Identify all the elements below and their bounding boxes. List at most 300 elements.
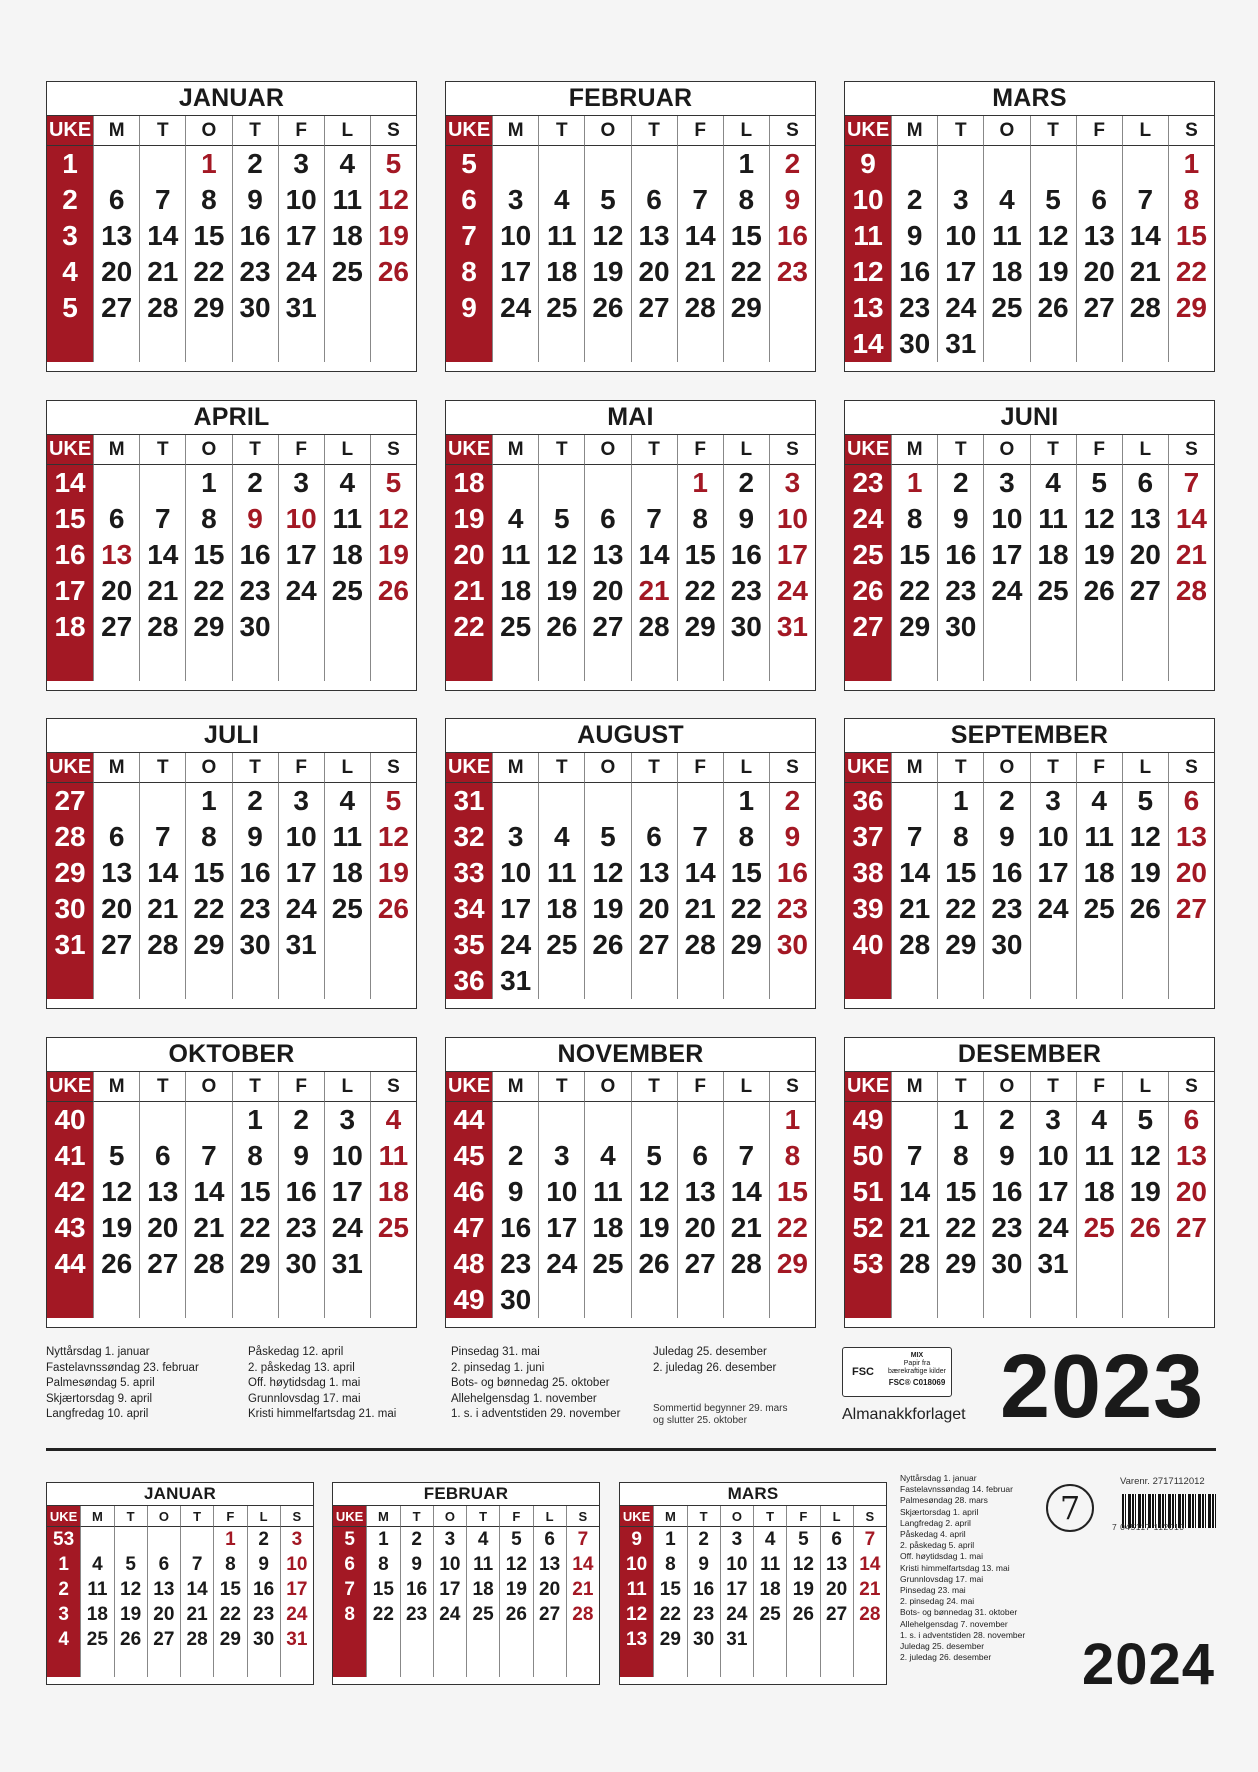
week-number <box>845 1282 891 1318</box>
day-cell: 3 <box>278 783 324 819</box>
fsc-logo: FSC MIX Papir fra bærekraftige kilder FSC® C018069 <box>842 1347 952 1397</box>
day-cell: 14 <box>723 1174 769 1210</box>
day-cell: 26 <box>370 891 416 927</box>
day-cell: 28 <box>853 1602 886 1627</box>
day-cell: 23 <box>723 573 769 609</box>
day-cell <box>366 1627 399 1652</box>
day-cell <box>723 645 769 681</box>
weekday-header: O <box>983 1072 1029 1102</box>
day-cell: 14 <box>1168 501 1214 537</box>
weekday-header: M <box>492 753 538 783</box>
day-cell <box>584 963 630 999</box>
day-cell <box>324 1282 370 1318</box>
day-cell: 13 <box>93 218 139 254</box>
weekday-header: O <box>185 116 231 146</box>
day-cell: 26 <box>370 254 416 290</box>
day-cell: 14 <box>180 1577 213 1602</box>
day-cell: 4 <box>324 465 370 501</box>
week-number: 1 <box>47 146 93 182</box>
day-cell: 27 <box>584 609 630 645</box>
day-cell <box>370 1282 416 1318</box>
day-cell: 29 <box>769 1246 815 1282</box>
day-cell: 23 <box>278 1210 324 1246</box>
day-cell: 21 <box>139 254 185 290</box>
day-cell: 25 <box>370 1210 416 1246</box>
day-cell <box>93 146 139 182</box>
weekday-header: T <box>1030 435 1076 465</box>
day-cell <box>232 645 278 681</box>
week-number: 23 <box>845 465 891 501</box>
week-number: 43 <box>47 1210 93 1246</box>
week-number: 24 <box>845 501 891 537</box>
day-cell: 1 <box>185 465 231 501</box>
day-cell <box>687 1652 720 1677</box>
day-cell: 18 <box>983 254 1029 290</box>
weekday-header: S <box>370 116 416 146</box>
day-cell: 7 <box>139 182 185 218</box>
day-cell: 21 <box>1168 537 1214 573</box>
day-cell: 12 <box>1122 819 1168 855</box>
day-cell: 10 <box>720 1552 753 1577</box>
day-cell: 12 <box>114 1577 147 1602</box>
day-cell: 15 <box>213 1577 246 1602</box>
day-cell: 27 <box>533 1602 566 1627</box>
day-cell: 5 <box>631 1138 677 1174</box>
day-cell: 3 <box>769 465 815 501</box>
week-number: 13 <box>620 1627 653 1652</box>
day-cell: 29 <box>677 609 723 645</box>
holiday-item: Pinsedag 23. mai <box>900 1585 966 1596</box>
holiday-item: Palmesøndag 28. mars <box>900 1495 988 1506</box>
day-cell: 22 <box>937 891 983 927</box>
day-cell: 16 <box>687 1577 720 1602</box>
day-cell: 15 <box>1168 218 1214 254</box>
day-cell <box>247 1652 280 1677</box>
day-cell: 3 <box>937 182 983 218</box>
day-cell <box>93 645 139 681</box>
day-cell <box>891 1282 937 1318</box>
weekday-header: S <box>1168 1072 1214 1102</box>
holiday-item: Langfredag 2. april <box>900 1517 971 1528</box>
day-cell: 19 <box>538 573 584 609</box>
week-number: 2 <box>47 182 93 218</box>
day-cell: 3 <box>983 465 1029 501</box>
day-cell <box>370 927 416 963</box>
weekday-header: M <box>93 116 139 146</box>
day-cell: 11 <box>370 1138 416 1174</box>
day-cell: 9 <box>232 182 278 218</box>
day-cell: 29 <box>185 927 231 963</box>
day-cell <box>983 609 1029 645</box>
day-cell: 19 <box>1122 1174 1168 1210</box>
day-cell: 31 <box>324 1246 370 1282</box>
weekday-header: O <box>584 116 630 146</box>
day-cell: 18 <box>538 254 584 290</box>
day-cell: 30 <box>247 1627 280 1652</box>
weekday-header: L <box>723 116 769 146</box>
day-cell: 3 <box>324 1102 370 1138</box>
day-cell <box>1122 1282 1168 1318</box>
day-cell: 1 <box>366 1527 399 1552</box>
day-cell: 8 <box>1168 182 1214 218</box>
day-cell: 24 <box>278 891 324 927</box>
day-cell: 13 <box>1076 218 1122 254</box>
day-cell: 23 <box>769 891 815 927</box>
day-cell: 12 <box>93 1174 139 1210</box>
day-cell: 17 <box>769 537 815 573</box>
weekday-header: T <box>180 1506 213 1527</box>
day-cell: 24 <box>937 290 983 326</box>
day-cell: 29 <box>1168 290 1214 326</box>
day-cell <box>324 609 370 645</box>
day-cell: 20 <box>1122 537 1168 573</box>
day-cell: 31 <box>492 963 538 999</box>
weekday-header: O <box>983 116 1029 146</box>
day-cell: 11 <box>1076 819 1122 855</box>
weekday-header: S <box>370 753 416 783</box>
day-cell: 15 <box>677 537 723 573</box>
day-cell <box>631 645 677 681</box>
day-cell: 27 <box>631 927 677 963</box>
week-number: 14 <box>845 326 891 362</box>
day-cell <box>538 783 584 819</box>
day-cell: 5 <box>1122 783 1168 819</box>
day-cell: 25 <box>324 573 370 609</box>
week-number: 10 <box>845 182 891 218</box>
week-number <box>333 1652 366 1677</box>
week-number <box>620 1652 653 1677</box>
weekday-header: L <box>533 1506 566 1527</box>
week-number: 3 <box>47 218 93 254</box>
day-cell: 28 <box>891 1246 937 1282</box>
day-cell: 14 <box>631 537 677 573</box>
day-cell <box>769 1282 815 1318</box>
day-cell: 20 <box>584 573 630 609</box>
day-cell: 11 <box>80 1577 113 1602</box>
weekday-header: F <box>499 1506 532 1527</box>
week-number: 21 <box>446 573 492 609</box>
day-cell: 28 <box>566 1602 599 1627</box>
day-cell: 25 <box>80 1627 113 1652</box>
year-main: 2023 <box>1000 1337 1205 1437</box>
day-cell <box>983 645 1029 681</box>
week-number: 28 <box>47 819 93 855</box>
day-cell: 14 <box>139 855 185 891</box>
weekday-header: S <box>1168 753 1214 783</box>
day-cell: 17 <box>278 855 324 891</box>
day-cell: 27 <box>93 927 139 963</box>
week-header: UKE <box>845 116 891 146</box>
day-cell: 31 <box>1030 1246 1076 1282</box>
day-cell <box>1122 609 1168 645</box>
day-cell: 26 <box>584 290 630 326</box>
day-cell: 12 <box>1122 1138 1168 1174</box>
day-cell: 27 <box>93 609 139 645</box>
day-cell <box>1076 1246 1122 1282</box>
week-number: 44 <box>446 1102 492 1138</box>
week-number: 5 <box>446 146 492 182</box>
day-cell: 5 <box>370 465 416 501</box>
day-cell <box>937 146 983 182</box>
day-cell <box>723 326 769 362</box>
day-cell <box>139 465 185 501</box>
day-cell: 5 <box>584 182 630 218</box>
day-cell: 30 <box>492 1282 538 1318</box>
day-cell: 18 <box>324 855 370 891</box>
day-cell: 9 <box>278 1138 324 1174</box>
day-cell <box>93 465 139 501</box>
day-cell: 1 <box>653 1527 686 1552</box>
day-cell: 29 <box>723 927 769 963</box>
week-header: UKE <box>47 1506 80 1527</box>
day-cell: 31 <box>278 927 324 963</box>
day-cell <box>983 326 1029 362</box>
day-cell: 5 <box>114 1552 147 1577</box>
weekday-header: O <box>720 1506 753 1527</box>
weekday-header: L <box>324 1072 370 1102</box>
day-cell: 9 <box>400 1552 433 1577</box>
day-cell: 4 <box>80 1552 113 1577</box>
day-cell <box>1168 609 1214 645</box>
weekday-header: L <box>324 116 370 146</box>
day-cell: 20 <box>147 1602 180 1627</box>
day-cell <box>983 146 1029 182</box>
day-cell: 21 <box>139 573 185 609</box>
week-number: 35 <box>446 927 492 963</box>
day-cell: 7 <box>723 1138 769 1174</box>
day-cell: 17 <box>278 537 324 573</box>
week-header: UKE <box>446 116 492 146</box>
day-cell <box>566 1652 599 1677</box>
day-cell <box>1030 963 1076 999</box>
day-cell: 19 <box>584 891 630 927</box>
day-cell: 12 <box>370 819 416 855</box>
day-cell: 9 <box>937 501 983 537</box>
weekday-header: L <box>723 435 769 465</box>
day-cell: 1 <box>891 465 937 501</box>
day-cell: 2 <box>232 783 278 819</box>
day-cell: 11 <box>492 537 538 573</box>
day-cell <box>139 963 185 999</box>
day-cell: 28 <box>1122 290 1168 326</box>
day-cell: 25 <box>1076 891 1122 927</box>
day-cell: 5 <box>1076 465 1122 501</box>
day-cell: 26 <box>1122 891 1168 927</box>
day-cell <box>147 1652 180 1677</box>
day-cell <box>538 326 584 362</box>
week-number: 1 <box>47 1552 80 1577</box>
month-title: OKTOBER <box>47 1038 416 1072</box>
day-cell <box>93 783 139 819</box>
week-number: 14 <box>47 465 93 501</box>
day-cell: 18 <box>753 1577 786 1602</box>
day-cell: 13 <box>533 1552 566 1577</box>
weekday-header: T <box>937 116 983 146</box>
day-cell: 26 <box>1030 290 1076 326</box>
day-cell <box>139 1102 185 1138</box>
day-cell: 21 <box>723 1210 769 1246</box>
week-number: 4 <box>47 1627 80 1652</box>
day-cell <box>1168 1282 1214 1318</box>
day-cell: 2 <box>232 146 278 182</box>
holiday-item: Fastelavnssøndag 14. februar <box>900 1484 1013 1495</box>
divider <box>46 1448 1216 1451</box>
day-cell <box>1168 927 1214 963</box>
day-cell: 15 <box>769 1174 815 1210</box>
day-cell: 4 <box>753 1527 786 1552</box>
day-cell <box>891 645 937 681</box>
day-cell: 3 <box>1030 783 1076 819</box>
day-cell: 9 <box>232 819 278 855</box>
week-number: 30 <box>47 891 93 927</box>
day-cell: 1 <box>213 1527 246 1552</box>
day-cell: 31 <box>280 1627 313 1652</box>
day-cell: 28 <box>891 927 937 963</box>
day-cell <box>370 1246 416 1282</box>
day-cell: 20 <box>631 891 677 927</box>
day-cell: 25 <box>983 290 1029 326</box>
day-cell <box>538 1282 584 1318</box>
week-number: 52 <box>845 1210 891 1246</box>
month-title: AUGUST <box>446 719 815 753</box>
day-cell <box>786 1652 819 1677</box>
day-cell: 18 <box>324 218 370 254</box>
day-cell: 23 <box>983 891 1029 927</box>
day-cell: 24 <box>1030 1210 1076 1246</box>
day-cell: 8 <box>677 501 723 537</box>
product-number: Varenr. 2717112012 <box>1120 1476 1205 1487</box>
day-cell: 22 <box>232 1210 278 1246</box>
day-cell: 18 <box>370 1174 416 1210</box>
day-cell: 10 <box>492 218 538 254</box>
day-cell: 9 <box>983 819 1029 855</box>
day-cell: 28 <box>185 1246 231 1282</box>
week-number: 40 <box>845 927 891 963</box>
day-cell: 16 <box>232 855 278 891</box>
week-number: 46 <box>446 1174 492 1210</box>
day-cell: 15 <box>366 1577 399 1602</box>
day-cell: 8 <box>723 819 769 855</box>
day-cell <box>1076 927 1122 963</box>
month-calendar <box>46 718 417 1009</box>
day-cell: 30 <box>232 927 278 963</box>
weekday-header: T <box>1030 753 1076 783</box>
day-cell <box>147 1527 180 1552</box>
day-cell: 20 <box>93 254 139 290</box>
day-cell <box>769 326 815 362</box>
weekday-header: S <box>1168 435 1214 465</box>
day-cell: 24 <box>280 1602 313 1627</box>
holiday-item: Kristi himmelfartsdag 13. mai <box>900 1562 1010 1573</box>
week-header: UKE <box>446 1072 492 1102</box>
day-cell: 12 <box>538 537 584 573</box>
day-cell <box>891 146 937 182</box>
day-cell <box>677 783 723 819</box>
weekday-header: L <box>1122 1072 1168 1102</box>
weekday-header: S <box>370 1072 416 1102</box>
week-number: 13 <box>845 290 891 326</box>
day-cell: 24 <box>769 573 815 609</box>
day-cell <box>677 963 723 999</box>
day-cell: 23 <box>400 1602 433 1627</box>
month-calendar <box>445 400 816 691</box>
day-cell: 15 <box>937 1174 983 1210</box>
day-cell: 22 <box>723 891 769 927</box>
weekday-header: M <box>93 435 139 465</box>
day-cell: 10 <box>1030 1138 1076 1174</box>
day-cell: 26 <box>114 1627 147 1652</box>
day-cell: 6 <box>631 182 677 218</box>
day-cell: 22 <box>937 1210 983 1246</box>
day-cell <box>723 963 769 999</box>
day-cell: 26 <box>93 1246 139 1282</box>
weekday-header: F <box>1076 116 1122 146</box>
weekday-header: T <box>538 753 584 783</box>
day-cell <box>278 326 324 362</box>
day-cell: 4 <box>983 182 1029 218</box>
day-cell: 12 <box>631 1174 677 1210</box>
day-cell: 1 <box>677 465 723 501</box>
week-number: 15 <box>47 501 93 537</box>
day-cell: 22 <box>185 254 231 290</box>
day-cell: 21 <box>180 1602 213 1627</box>
weekday-header: O <box>185 435 231 465</box>
day-cell: 4 <box>324 783 370 819</box>
holiday-item: Nyttårsdag 1. januar <box>900 1473 977 1483</box>
day-cell: 24 <box>983 573 1029 609</box>
week-number <box>47 1282 93 1318</box>
day-cell: 15 <box>723 855 769 891</box>
day-cell: 6 <box>1168 783 1214 819</box>
day-cell <box>139 783 185 819</box>
day-cell: 21 <box>185 1210 231 1246</box>
day-cell: 30 <box>723 609 769 645</box>
day-cell: 27 <box>1122 573 1168 609</box>
weekday-header: T <box>139 1072 185 1102</box>
day-cell <box>538 645 584 681</box>
day-cell: 31 <box>937 326 983 362</box>
weekday-header: O <box>433 1506 466 1527</box>
month-title: FEBRUAR <box>333 1483 599 1506</box>
day-cell: 8 <box>185 501 231 537</box>
day-cell: 27 <box>677 1246 723 1282</box>
week-header: UKE <box>845 1072 891 1102</box>
day-cell: 16 <box>247 1577 280 1602</box>
week-number: 31 <box>47 927 93 963</box>
month-title: MAI <box>446 401 815 435</box>
day-cell <box>139 645 185 681</box>
holiday-item: 1. s. i adventstiden 28. november <box>900 1629 1026 1640</box>
week-header: UKE <box>446 435 492 465</box>
day-cell <box>677 326 723 362</box>
day-cell: 22 <box>653 1602 686 1627</box>
week-number: 9 <box>845 146 891 182</box>
day-cell: 10 <box>324 1138 370 1174</box>
day-cell <box>180 1652 213 1677</box>
day-cell: 23 <box>492 1246 538 1282</box>
week-number: 7 <box>446 218 492 254</box>
day-cell: 14 <box>677 218 723 254</box>
day-cell <box>677 146 723 182</box>
day-cell: 2 <box>232 465 278 501</box>
week-number: 18 <box>446 465 492 501</box>
day-cell: 20 <box>93 891 139 927</box>
day-cell: 7 <box>631 501 677 537</box>
day-cell: 25 <box>466 1602 499 1627</box>
day-cell <box>769 290 815 326</box>
day-cell: 7 <box>891 1138 937 1174</box>
day-cell: 4 <box>1030 465 1076 501</box>
